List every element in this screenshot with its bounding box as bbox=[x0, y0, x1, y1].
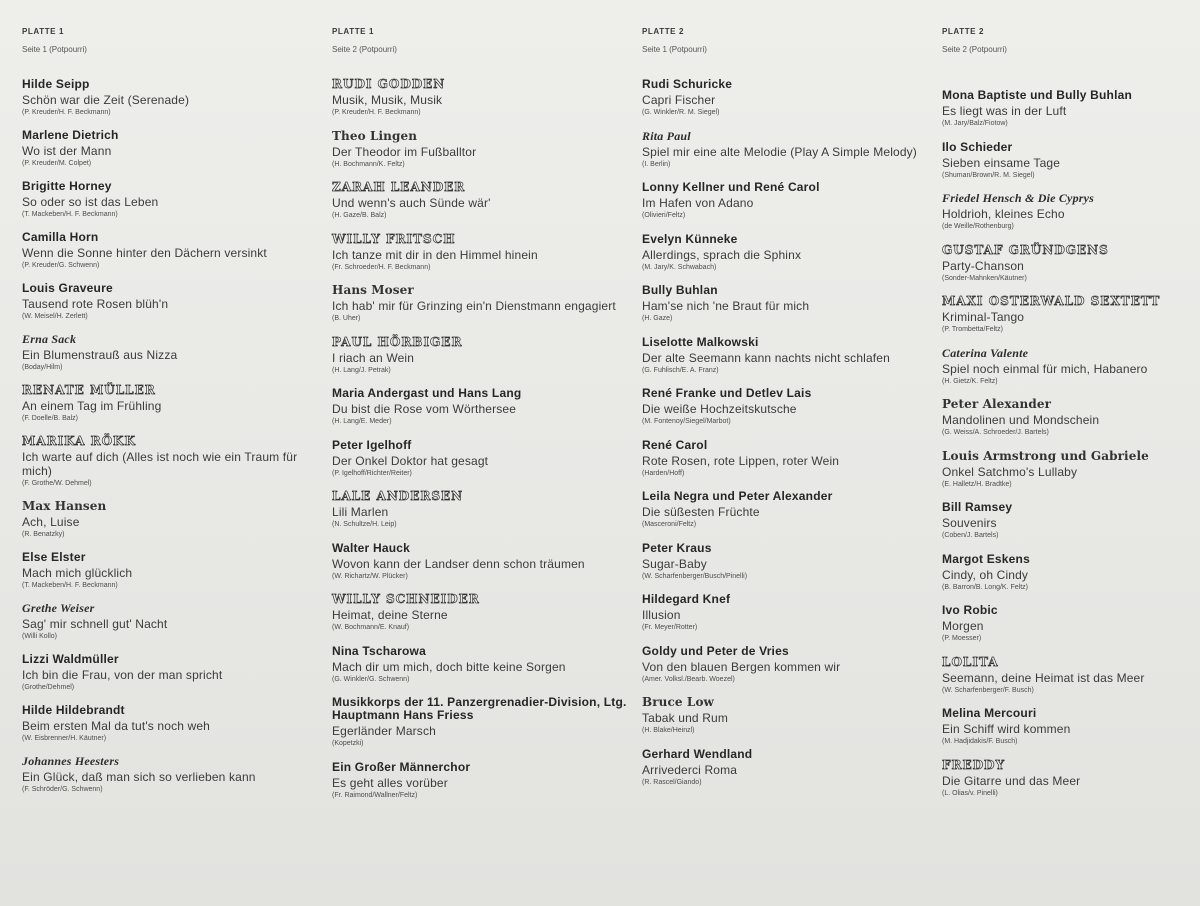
track-title: Kriminal-Tango bbox=[942, 310, 1025, 324]
platte-label: PLATTE 1 bbox=[332, 27, 374, 36]
track-artist: Leila Negra und Peter Alexander bbox=[642, 489, 833, 503]
track-title: Party-Chanson bbox=[942, 258, 1024, 273]
track-credits: (F. Doelle/B. Balz) bbox=[22, 415, 79, 422]
track-entry bbox=[332, 439, 632, 479]
column-platte-1-seite-2 bbox=[332, 26, 632, 896]
track-artist: Walter Hauck bbox=[332, 540, 410, 555]
track-entry bbox=[642, 439, 937, 479]
track-entry bbox=[942, 141, 1197, 181]
seite-label: Seite 2 (Potpourri) bbox=[942, 45, 1007, 54]
track-entry bbox=[22, 180, 322, 220]
track-title: An einem Tag im Frühling bbox=[22, 399, 162, 413]
track-entry bbox=[942, 450, 1197, 490]
track-title: Spiel noch einmal für mich, Habanero bbox=[942, 361, 1148, 376]
track-artist: Caterina Valente bbox=[942, 345, 1029, 360]
track-title: Ach, Luise bbox=[22, 515, 80, 529]
track-entry bbox=[22, 755, 322, 795]
track-artist: PAUL HÖRBIGER bbox=[332, 334, 463, 349]
track-credits: (Amer. Volksl./Bearb. Woezel) bbox=[642, 675, 735, 683]
track-title: Wo ist der Mann bbox=[22, 144, 112, 158]
track-artist: Else Elster bbox=[22, 550, 86, 564]
track-artist: Louis Graveure bbox=[22, 281, 113, 295]
track-artist: Rudi Schuricke bbox=[642, 77, 733, 91]
track-credits: (W. Eisbrenner/H. Käutner) bbox=[22, 735, 107, 742]
track-credits: (Olivieri/Feltz) bbox=[642, 212, 686, 219]
track-credits: (M. Jary/Balz/Fiotow) bbox=[942, 120, 1008, 127]
platte-label: PLATTE 2 bbox=[942, 27, 984, 36]
track-entry bbox=[642, 284, 937, 324]
track-entry bbox=[22, 704, 322, 744]
track-credits: (G. Winkler/G. Schwenn) bbox=[332, 675, 410, 683]
track-title: Mach mich glücklich bbox=[22, 566, 133, 580]
track-credits: (R. Rascel/Giando) bbox=[642, 778, 702, 786]
track-artist: René Franke und Detlev Lais bbox=[642, 386, 812, 400]
track-title: Mach dir um mich, doch bitte keine Sorgen bbox=[332, 659, 566, 674]
track-title: Ich tanze mit dir in den Himmel hinein bbox=[332, 247, 538, 262]
track-title: Von den blauen Bergen kommen wir bbox=[642, 659, 841, 674]
track-entry bbox=[332, 130, 632, 170]
track-title: Seemann, deine Heimat ist das Meer bbox=[942, 670, 1145, 685]
track-title: Ein Schiff wird kommen bbox=[942, 722, 1071, 736]
track-title: Sag' mir schnell gut' Nacht bbox=[22, 617, 168, 631]
track-artist: Musikkorps der 11. Panzergrenadier-Division, Ltg. Hauptmann Hans Friess bbox=[332, 695, 627, 722]
track-entry bbox=[332, 181, 632, 221]
track-artist: Margot Eskens bbox=[942, 551, 1030, 566]
track-title: Onkel Satchmo's Lullaby bbox=[942, 464, 1078, 479]
track-entry bbox=[942, 244, 1197, 284]
track-entry bbox=[642, 696, 937, 736]
track-credits: (H. Blake/Heinzl) bbox=[642, 727, 695, 734]
track-credits: (F. Schröder/G. Schwenn) bbox=[22, 786, 103, 793]
track-entry bbox=[332, 490, 632, 530]
track-artist: GUSTAF GRÜNDGENS bbox=[942, 242, 1109, 257]
track-entry bbox=[942, 553, 1197, 593]
track-credits: (E. Halletz/H. Bradtke) bbox=[942, 480, 1012, 488]
track-artist: Rita Paul bbox=[642, 128, 691, 143]
track-entry bbox=[22, 282, 322, 322]
track-entry bbox=[22, 78, 322, 118]
seite-label: Seite 1 (Potpourri) bbox=[642, 45, 707, 54]
track-credits: (Fr. Schroeder/H. F. Beckmann) bbox=[332, 263, 431, 271]
track-credits: (W. Richartz/W. Plücker) bbox=[332, 572, 408, 580]
track-title: Sugar-Baby bbox=[642, 556, 707, 571]
track-title: Der Onkel Doktor hat gesagt bbox=[332, 453, 489, 468]
track-entry bbox=[942, 347, 1197, 387]
track-artist: Peter Igelhoff bbox=[332, 437, 412, 452]
track-entry bbox=[942, 295, 1197, 335]
track-title: Der alte Seemann kann nachts nicht schlafen bbox=[642, 350, 890, 365]
track-credits: (P. Kreuder/H. F. Beckmann) bbox=[22, 109, 111, 116]
track-entry bbox=[332, 696, 632, 749]
track-title: Ein Blumenstrauß aus Nizza bbox=[22, 348, 178, 362]
track-entry bbox=[642, 542, 937, 582]
track-title: Arrivederci Roma bbox=[642, 762, 738, 777]
track-credits: (P. Kreuder/M. Colpet) bbox=[22, 160, 92, 167]
track-title: Mandolinen und Mondschein bbox=[942, 413, 1100, 427]
track-title: Musik, Musik, Musik bbox=[332, 93, 443, 107]
track-title: Allerdings, sprach die Sphinx bbox=[642, 247, 802, 262]
track-credits: (Grothe/Dehmel) bbox=[22, 684, 75, 691]
track-title: Heimat, deine Sterne bbox=[332, 608, 448, 622]
track-artist: MARIKA RÖKK bbox=[22, 434, 136, 448]
track-title: Ham'se nich 'ne Braut für mich bbox=[642, 299, 810, 313]
track-artist: Bruce Low bbox=[642, 695, 714, 709]
track-artist: Theo Lingen bbox=[332, 128, 418, 143]
track-entry bbox=[332, 761, 632, 801]
track-title: Du bist die Rose vom Wörthersee bbox=[332, 402, 517, 416]
track-credits: (H. Gaze/B. Balz) bbox=[332, 212, 387, 219]
track-credits: (H. Bochmann/K. Feltz) bbox=[332, 160, 405, 168]
track-credits: (Boday/Hilm) bbox=[22, 364, 63, 371]
track-title: Ich bin die Frau, von der man spricht bbox=[22, 668, 223, 682]
track-credits: (M. Fontenoy/Siegel/Marbot) bbox=[642, 418, 731, 425]
track-credits: (T. Mackeben/H. F. Beckmann) bbox=[22, 582, 118, 589]
platte-label: PLATTE 1 bbox=[22, 27, 64, 36]
track-artist: Hans Moser bbox=[332, 283, 414, 297]
track-artist: Mona Baptiste und Bully Buhlan bbox=[942, 88, 1133, 102]
track-credits: (M. Jary/K. Schwabach) bbox=[642, 263, 717, 271]
track-title: Spiel mir eine alte Melodie (Play A Simple Melody) bbox=[642, 144, 917, 159]
track-credits: (Fr. Raimond/Wallner/Feltz) bbox=[332, 791, 418, 799]
track-entry bbox=[22, 435, 322, 489]
track-credits: (W. Scharfenberger/F. Busch) bbox=[942, 686, 1034, 694]
track-artist: Maria Andergast und Hans Lang bbox=[332, 386, 522, 400]
track-credits: (H. Gaze) bbox=[642, 315, 673, 322]
track-entry bbox=[942, 759, 1197, 799]
track-title: Capri Fischer bbox=[642, 93, 716, 107]
track-artist: Lonny Kellner und René Carol bbox=[642, 180, 820, 194]
track-credits: (W. Scharfenberger/Busch/Pinelli) bbox=[642, 572, 748, 580]
column-platte-2-seite-2 bbox=[942, 26, 1197, 896]
track-title: Es geht alles vorüber bbox=[332, 775, 448, 790]
track-title: Und wenn's auch Sünde wär' bbox=[332, 196, 491, 210]
track-title: Schön war die Zeit (Serenade) bbox=[22, 93, 190, 107]
track-title: Die süßesten Früchte bbox=[642, 505, 760, 519]
track-artist: Gerhard Wendland bbox=[642, 746, 753, 761]
track-credits: (G. Weiss/A. Schroeder/J. Bartels) bbox=[942, 429, 1049, 436]
track-credits: (Harden/Hoff) bbox=[642, 469, 685, 477]
track-artist: Hildegard Knef bbox=[642, 592, 731, 606]
track-entry bbox=[642, 130, 937, 170]
track-credits: (Masceroni/Feltz) bbox=[642, 521, 697, 528]
track-entry bbox=[332, 336, 632, 376]
track-title: Tabak und Rum bbox=[642, 711, 728, 725]
track-entry bbox=[642, 78, 937, 118]
track-credits: (de Weille/Rothenburg) bbox=[942, 223, 1014, 230]
track-artist: Brigitte Horney bbox=[22, 179, 112, 193]
track-artist: Evelyn Künneke bbox=[642, 231, 738, 246]
track-title: Lili Marlen bbox=[332, 505, 389, 519]
track-credits: (R. Benatzky) bbox=[22, 531, 65, 538]
track-entry bbox=[942, 604, 1197, 644]
track-credits: (H. Gietz/K. Feltz) bbox=[942, 377, 998, 385]
track-credits: (G. Winkler/R. M. Siegel) bbox=[642, 109, 720, 116]
track-entry bbox=[642, 387, 937, 427]
track-credits: (P. Igelhoff/Richter/Reiter) bbox=[332, 469, 412, 477]
track-credits: (G. Fuhlisch/E. A. Franz) bbox=[642, 366, 719, 374]
track-credits: (N. Schultze/H. Leip) bbox=[332, 521, 397, 528]
track-artist: Hilde Seipp bbox=[22, 77, 90, 91]
track-artist: RENATE MÜLLER bbox=[22, 383, 156, 397]
track-artist: Ivo Robic bbox=[942, 603, 998, 617]
track-artist: WILLY SCHNEIDER bbox=[332, 592, 480, 606]
track-credits: (W. Meisel/H. Zerlett) bbox=[22, 313, 88, 320]
track-credits: (P. Kreuder/H. F. Beckmann) bbox=[332, 109, 421, 116]
track-artist: FREDDY bbox=[942, 757, 1006, 772]
track-title: Es liegt was in der Luft bbox=[942, 104, 1067, 118]
track-title: Ich hab' mir für Grinzing ein'n Dienstmann engagiert bbox=[332, 299, 616, 313]
track-credits: (P. Trombetta/Feltz) bbox=[942, 326, 1003, 333]
track-artist: Peter Alexander bbox=[942, 397, 1052, 411]
track-artist: Liselotte Malkowski bbox=[642, 334, 759, 349]
track-entry bbox=[22, 500, 322, 540]
track-artist: Louis Armstrong und Gabriele bbox=[942, 448, 1149, 463]
track-entry bbox=[22, 653, 322, 693]
track-title: Cindy, oh Cindy bbox=[942, 567, 1029, 582]
track-entry bbox=[642, 336, 937, 376]
track-artist: Peter Kraus bbox=[642, 540, 712, 555]
track-credits: (Coben/J. Bartels) bbox=[942, 532, 999, 539]
track-artist: Max Hansen bbox=[22, 499, 107, 513]
track-entry bbox=[332, 78, 632, 118]
track-artist: Marlene Dietrich bbox=[22, 128, 119, 142]
track-credits: (M. Hadjidakis/F. Busch) bbox=[942, 738, 1018, 745]
column-platte-2-seite-1 bbox=[642, 26, 937, 896]
seite-label: Seite 1 (Potpourri) bbox=[22, 45, 87, 54]
track-credits: (H. Lang/E. Meder) bbox=[332, 418, 392, 425]
column-platte-1-seite-1 bbox=[22, 26, 322, 896]
track-title: So oder so ist das Leben bbox=[22, 195, 159, 209]
track-artist: MAXI OSTERWALD SEXTETT bbox=[942, 294, 1161, 308]
track-artist: Grethe Weiser bbox=[22, 601, 95, 615]
track-artist: Goldy und Peter de Vries bbox=[642, 643, 789, 658]
track-artist: Bully Buhlan bbox=[642, 283, 718, 297]
track-artist: Camilla Horn bbox=[22, 230, 99, 244]
track-entry bbox=[642, 490, 937, 530]
track-entry bbox=[642, 645, 937, 685]
track-artist: Bill Ramsey bbox=[942, 500, 1013, 514]
platte-label: PLATTE 2 bbox=[642, 27, 684, 36]
track-title: Illusion bbox=[642, 608, 681, 622]
track-entry bbox=[642, 181, 937, 221]
track-artist: Melina Mercouri bbox=[942, 706, 1037, 720]
track-title: Der Theodor im Fußballtor bbox=[332, 144, 477, 159]
track-title: I riach an Wein bbox=[332, 350, 415, 365]
track-title: Die weiße Hochzeitskutsche bbox=[642, 402, 797, 416]
track-entry bbox=[942, 89, 1197, 129]
track-credits: (B. Uher) bbox=[332, 315, 361, 322]
track-credits: (Shuman/Brown/R. M. Siegel) bbox=[942, 171, 1035, 179]
track-credits: (Willi Kollo) bbox=[22, 633, 57, 640]
track-title: Sieben einsame Tage bbox=[942, 155, 1061, 170]
track-entry bbox=[332, 233, 632, 273]
track-artist: Lizzi Waldmüller bbox=[22, 652, 119, 666]
track-credits: (L. Olias/v. Pinelli) bbox=[942, 789, 998, 797]
track-artist: WILLY FRITSCH bbox=[332, 231, 456, 246]
track-credits: (F. Grothe/W. Dehmel) bbox=[22, 480, 92, 487]
track-title: Wenn die Sonne hinter den Dächern versinkt bbox=[22, 246, 267, 260]
track-artist: RUDI GODDEN bbox=[332, 77, 446, 91]
track-artist: Ilo Schieder bbox=[942, 139, 1013, 154]
track-artist: Hilde Hildebrandt bbox=[22, 703, 125, 717]
track-credits: (Fr. Meyer/Rotter) bbox=[642, 624, 698, 631]
track-entry bbox=[942, 656, 1197, 696]
track-title: Ein Glück, daß man sich so verlieben kann bbox=[22, 770, 256, 784]
track-credits: (W. Bochmann/E. Knauf) bbox=[332, 624, 410, 631]
track-credits: (P. Moesser) bbox=[942, 635, 982, 642]
track-title: Die Gitarre und das Meer bbox=[942, 773, 1081, 788]
track-credits: (P. Kreuder/G. Schwenn) bbox=[22, 262, 100, 269]
track-entry bbox=[942, 192, 1197, 232]
track-artist: Ein Großer Männerchor bbox=[332, 759, 471, 774]
track-title: Souvenirs bbox=[942, 516, 997, 530]
track-credits: (Kopetzki) bbox=[332, 740, 364, 747]
track-artist: Friedel Hensch & Die Cyprys bbox=[942, 191, 1095, 205]
track-artist: LOLITA bbox=[942, 654, 999, 669]
track-title: Wovon kann der Landser denn schon träumen bbox=[332, 556, 585, 571]
track-title: Tausend rote Rosen blüh'n bbox=[22, 297, 169, 311]
track-entry bbox=[332, 387, 632, 427]
track-title: Ich warte auf dich (Alles ist noch wie ein Traum für mich) bbox=[22, 450, 298, 478]
track-credits: (H. Lang/J. Petrak) bbox=[332, 366, 391, 374]
track-entry bbox=[22, 333, 322, 373]
track-entry bbox=[22, 551, 322, 591]
track-artist: ZARAH LEANDER bbox=[332, 180, 466, 194]
track-artist: Johannes Heesters bbox=[22, 754, 120, 768]
track-entry bbox=[942, 707, 1197, 747]
track-entry bbox=[642, 233, 937, 273]
track-artist: Erna Sack bbox=[22, 332, 77, 346]
track-entry bbox=[942, 398, 1197, 438]
track-artist: Nina Tscharowa bbox=[332, 643, 426, 658]
seite-label: Seite 2 (Potpourri) bbox=[332, 45, 397, 54]
track-title: Im Hafen von Adano bbox=[642, 196, 754, 210]
track-artist: René Carol bbox=[642, 437, 708, 452]
track-credits: (B. Barron/B. Long/K. Feltz) bbox=[942, 583, 1028, 591]
track-entry bbox=[22, 231, 322, 271]
track-entry bbox=[942, 501, 1197, 541]
track-title: Morgen bbox=[942, 619, 984, 633]
track-artist: LALE ANDERSEN bbox=[332, 489, 464, 503]
track-title: Beim ersten Mal da tut's noch weh bbox=[22, 719, 210, 733]
track-title: Rote Rosen, rote Lippen, roter Wein bbox=[642, 453, 840, 468]
track-credits: (I. Berlin) bbox=[642, 160, 671, 168]
track-credits: (T. Mackeben/H. F. Beckmann) bbox=[22, 211, 118, 218]
track-entry bbox=[332, 593, 632, 633]
track-entry bbox=[22, 129, 322, 169]
track-entry bbox=[22, 602, 322, 642]
track-title: Holdrioh, kleines Echo bbox=[942, 207, 1065, 221]
track-entry bbox=[332, 284, 632, 324]
track-entry bbox=[642, 593, 937, 633]
track-entry bbox=[332, 645, 632, 685]
track-entry bbox=[332, 542, 632, 582]
track-entry bbox=[22, 384, 322, 424]
track-title: Egerländer Marsch bbox=[332, 724, 436, 738]
track-entry bbox=[642, 748, 937, 788]
track-credits: (Sonder-Mahnken/Käutner) bbox=[942, 274, 1027, 282]
